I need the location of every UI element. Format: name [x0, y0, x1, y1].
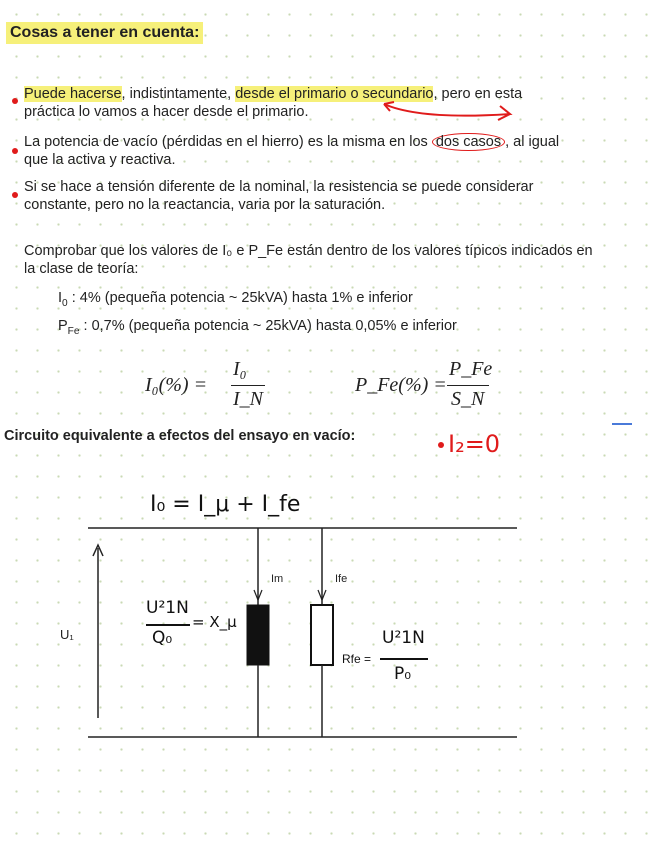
denominator: Q₀	[152, 628, 173, 648]
text: Si se hace a tensión diferente de la nominal, la resistencia se puede considerar	[24, 179, 534, 195]
text: La potencia de vacío (pérdidas en el hierro) es la misma en los	[24, 134, 432, 150]
text: práctica lo vamos a hacer desde el primario.	[24, 104, 309, 120]
rfe-formula	[342, 628, 462, 692]
denominator: P₀	[394, 664, 412, 684]
u1-label: U₁	[60, 627, 74, 642]
xmu-formula	[146, 598, 266, 658]
text: que la activa y reactiva.	[24, 152, 176, 168]
text: , indistintamente,	[121, 86, 236, 102]
text: , pero en esta	[433, 86, 523, 102]
text: : 0,7% (pequeña potencia ~ 25kVA) hasta 0,05% e inferior	[83, 318, 457, 334]
formula-lhs: I₀(%) =	[145, 374, 208, 396]
text: : 4% (pequeña potencia ~ 25kVA) hasta 1% e inferior	[71, 290, 413, 306]
formula-lhs: P_Fe(%) =	[355, 374, 447, 396]
lhs: Rfe =	[342, 652, 372, 666]
text: Comprobar que los valores de I₀ e P_Fe están dentro de los valores típicos indicados en	[24, 243, 593, 259]
circuit-heading: Circuito equivalente a efectos del ensayo en vacío:	[4, 428, 356, 444]
text: la clase de teoría:	[24, 261, 139, 277]
circled-text: dos casos	[432, 133, 505, 151]
text: constante, pero no la reactancia, varia por la saturación.	[24, 197, 386, 213]
subscript: 0	[62, 297, 68, 309]
highlight-text: desde el primario o secundario	[235, 86, 434, 102]
symbol: P	[58, 318, 68, 334]
text: , al igual	[505, 134, 560, 150]
formula-numerator: I₀	[233, 358, 247, 380]
fraction-bar	[380, 658, 428, 660]
numerator: U²1N	[382, 628, 425, 648]
numerator: U²1N	[146, 598, 189, 618]
text: I₂=0	[448, 430, 501, 458]
formula-denominator: I_N	[233, 388, 263, 410]
highlight-text: Puede hacerse	[24, 86, 122, 102]
fraction-bar	[146, 624, 190, 626]
ife-label: Ife	[335, 573, 348, 585]
symbol: I	[58, 290, 63, 306]
formula-numerator: P_Fe	[449, 358, 493, 380]
subscript: Fe	[67, 325, 80, 337]
rhs: = X_μ	[192, 613, 237, 631]
im-label: Im	[271, 573, 284, 585]
section-heading: Cosas a tener en cuenta:	[6, 22, 203, 44]
formula-denominator: S_N	[451, 388, 485, 410]
i0-equation: I₀ = I_μ + I_fe	[150, 492, 301, 517]
